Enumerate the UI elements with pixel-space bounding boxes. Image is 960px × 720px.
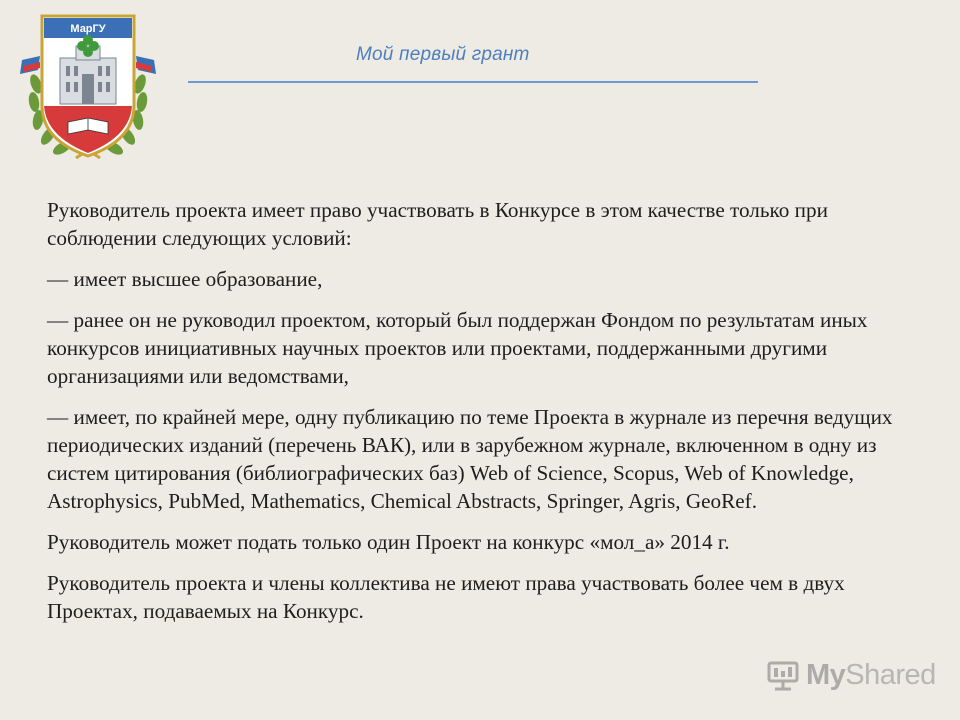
title-divider xyxy=(188,81,758,83)
watermark-text xyxy=(806,659,936,692)
paragraph-intro: Руководитель проекта имеет право участвовать в Конкурсе в этом качестве только при соблюдении следующих условий: xyxy=(47,198,828,250)
paragraph-two-projects: Руководитель проекта и члены коллектива не имеют права участвовать более чем в двух Проектах, подаваемых на Конкурс. xyxy=(47,571,845,623)
paragraph-condition-publication: — имеет, по крайней мере, одну публикацию по теме Проекта в журнале из перечня ведущих периодических изданий (перечень ВАК), или в зарубежном журнале, включенном в одну из систем цитирования (библиографических баз) Web of Science, Scopus, Web of Knowledge, Astrophysics, PubMed, Mathematics, Chemical Abstracts, Springer, Agris, GeoRef. xyxy=(47,405,893,513)
page-title: Мой первый грант xyxy=(356,44,530,65)
paragraph-condition-no-prior-project: — ранее он не руководил проектом, который был поддержан Фондом по результатам иных конкурсов инициативных научных проектов или проектами, поддержанными другими организациями или ведомствами, xyxy=(47,308,868,388)
watermark-brand-b: Shared xyxy=(845,658,936,691)
university-emblem-icon xyxy=(16,10,160,168)
slide-content xyxy=(47,196,927,638)
logo-text: МарГУ xyxy=(70,23,106,35)
watermark-brand-a: My xyxy=(806,658,846,691)
university-logo xyxy=(16,10,160,168)
paragraph-condition-education: — имеет высшее образование, xyxy=(47,267,323,291)
paragraph-one-project: Руководитель может подать только один Проект на конкурс «мол_а» 2014 г. xyxy=(47,530,730,554)
presentation-icon xyxy=(766,658,800,692)
myshared-watermark xyxy=(766,655,936,695)
